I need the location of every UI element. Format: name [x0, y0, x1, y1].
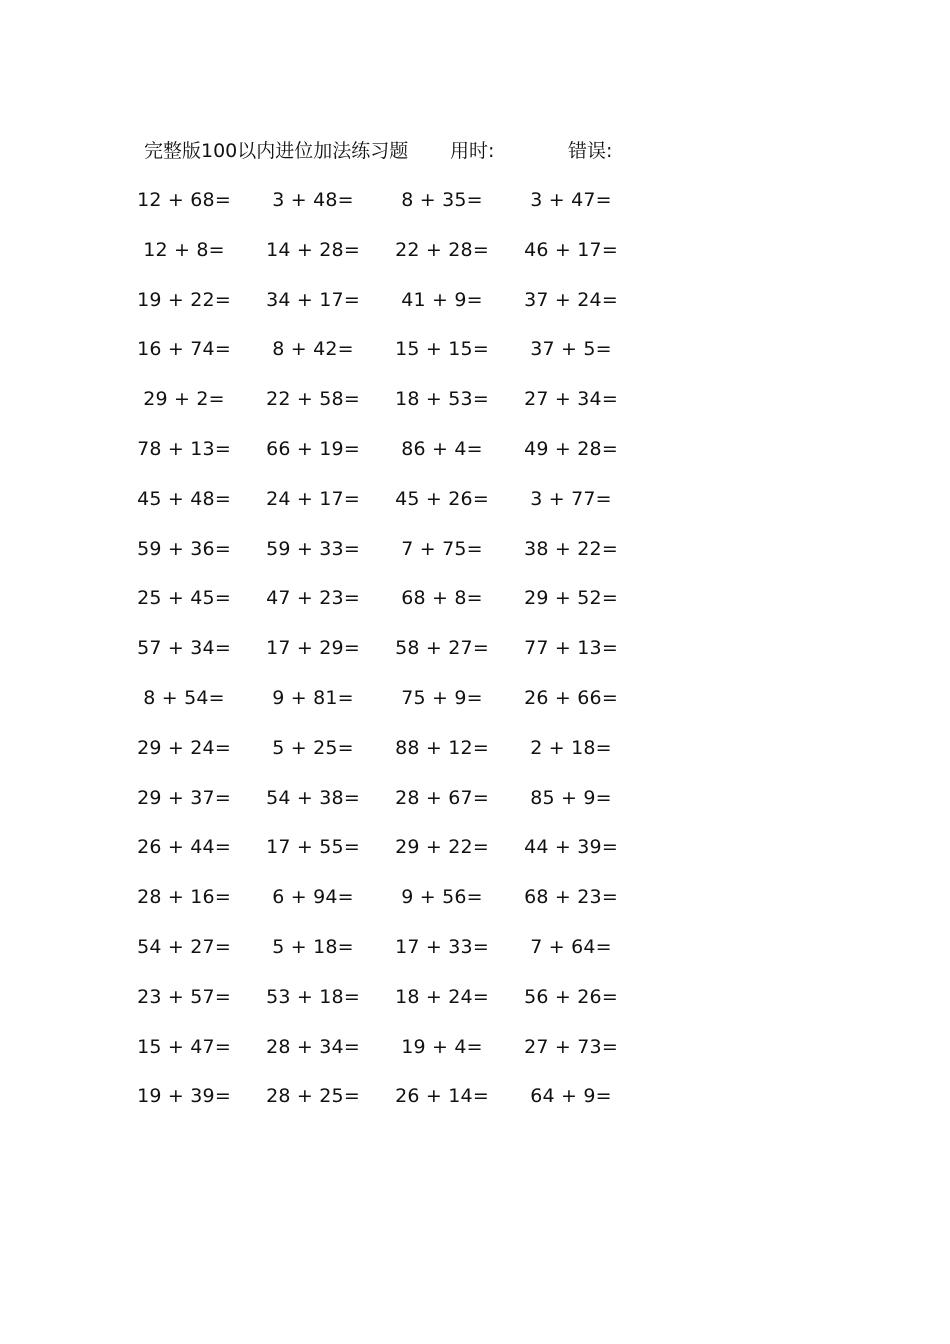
addition-problem: 3 + 77= [530, 487, 612, 510]
addition-problem: 27 + 34= [524, 388, 618, 411]
addition-problem: 45 + 26= [395, 487, 489, 510]
addition-problem: 56 + 26= [524, 985, 618, 1008]
problem-row [137, 634, 624, 684]
problem-row [137, 186, 624, 236]
addition-problem: 29 + 24= [137, 736, 231, 759]
addition-problem: 18 + 24= [395, 985, 489, 1008]
addition-problem: 77 + 13= [524, 637, 618, 660]
addition-problem: 17 + 55= [266, 836, 360, 859]
addition-problem: 15 + 47= [137, 1035, 231, 1058]
problem-row [137, 983, 624, 1033]
addition-problem: 29 + 37= [137, 786, 231, 809]
addition-problem: 45 + 48= [137, 487, 231, 510]
addition-problem: 37 + 5= [530, 338, 612, 361]
addition-problem: 54 + 27= [137, 935, 231, 958]
addition-problem: 78 + 13= [137, 437, 231, 460]
addition-problem: 75 + 9= [401, 686, 483, 709]
addition-problem: 5 + 25= [272, 736, 354, 759]
addition-problem: 9 + 56= [401, 886, 483, 909]
addition-problem: 7 + 64= [530, 935, 612, 958]
addition-problem: 27 + 73= [524, 1035, 618, 1058]
worksheet-title: 完整版100以内进位加法练习题 [144, 140, 409, 162]
problem-row [137, 1033, 624, 1083]
addition-problem: 26 + 14= [395, 1085, 489, 1108]
addition-problem: 9 + 81= [272, 686, 354, 709]
addition-problem: 64 + 9= [530, 1085, 612, 1108]
problem-row [137, 485, 624, 535]
addition-problem: 59 + 36= [137, 537, 231, 560]
addition-problem: 25 + 45= [137, 587, 231, 610]
addition-problem: 8 + 42= [272, 338, 354, 361]
addition-problem: 29 + 22= [395, 836, 489, 859]
addition-problem: 22 + 28= [395, 238, 489, 261]
errors-label: 错误: [568, 140, 613, 162]
addition-problem: 7 + 75= [401, 537, 483, 560]
addition-problem: 3 + 47= [530, 189, 612, 211]
addition-problem: 18 + 53= [395, 388, 489, 411]
problem-row [137, 584, 624, 634]
problem-row [137, 933, 624, 983]
addition-problem: 19 + 4= [401, 1035, 483, 1058]
addition-problem: 85 + 9= [530, 786, 612, 809]
problem-row [144, 684, 624, 734]
problem-row [137, 883, 624, 933]
addition-problem: 26 + 44= [137, 836, 231, 859]
addition-problem: 8 + 54= [143, 686, 225, 709]
problem-row [144, 236, 624, 286]
addition-problem: 26 + 66= [524, 686, 618, 709]
addition-problem: 15 + 15= [395, 338, 489, 361]
addition-problem: 28 + 16= [137, 886, 231, 909]
problem-row [137, 833, 624, 883]
addition-problem: 41 + 9= [401, 288, 483, 311]
problem-row [137, 734, 624, 784]
addition-problem: 68 + 23= [524, 886, 618, 909]
addition-problem: 17 + 33= [395, 935, 489, 958]
addition-problem: 28 + 34= [266, 1035, 360, 1058]
addition-problem: 49 + 28= [524, 437, 618, 460]
addition-problem: 59 + 33= [266, 537, 360, 560]
addition-problem: 86 + 4= [401, 437, 483, 460]
addition-problem: 23 + 57= [137, 985, 231, 1008]
addition-problem: 57 + 34= [137, 637, 231, 660]
addition-problem: 88 + 12= [395, 736, 489, 759]
addition-problem: 2 + 18= [530, 736, 612, 759]
problem-row [137, 435, 624, 485]
addition-problem: 12 + 68= [137, 189, 231, 211]
addition-problem: 68 + 8= [401, 587, 483, 610]
addition-problem: 47 + 23= [266, 587, 360, 610]
addition-problem: 29 + 2= [143, 388, 225, 411]
addition-problem: 17 + 29= [266, 637, 360, 660]
addition-problem: 29 + 52= [524, 587, 618, 610]
addition-problem: 12 + 8= [143, 238, 225, 261]
problem-row [137, 784, 624, 834]
addition-problem: 22 + 58= [266, 388, 360, 411]
addition-problem: 53 + 18= [266, 985, 360, 1008]
addition-problem: 6 + 94= [272, 886, 354, 909]
addition-problem: 44 + 39= [524, 836, 618, 859]
addition-problem: 37 + 24= [524, 288, 618, 311]
addition-problem: 8 + 35= [401, 189, 483, 211]
addition-problem: 54 + 38= [266, 786, 360, 809]
problem-row [144, 385, 624, 435]
problem-row [137, 535, 624, 585]
addition-problem: 28 + 25= [266, 1085, 360, 1108]
addition-problem: 46 + 17= [524, 238, 618, 261]
addition-problem: 34 + 17= [266, 288, 360, 311]
addition-problem: 14 + 28= [266, 238, 360, 261]
problem-row [137, 1082, 624, 1132]
addition-problem: 5 + 18= [272, 935, 354, 958]
addition-problem: 58 + 27= [395, 637, 489, 660]
addition-problem: 28 + 67= [395, 786, 489, 809]
addition-problem: 66 + 19= [266, 437, 360, 460]
addition-problem: 38 + 22= [524, 537, 618, 560]
addition-problem: 19 + 22= [137, 288, 231, 311]
problem-row [137, 335, 624, 385]
problem-row [137, 286, 624, 336]
time-label: 用时: [450, 140, 495, 162]
addition-problem: 16 + 74= [137, 338, 231, 361]
problem-grid [137, 186, 624, 1132]
addition-problem: 19 + 39= [137, 1085, 231, 1108]
addition-problem: 24 + 17= [266, 487, 360, 510]
addition-problem: 3 + 48= [272, 189, 354, 211]
